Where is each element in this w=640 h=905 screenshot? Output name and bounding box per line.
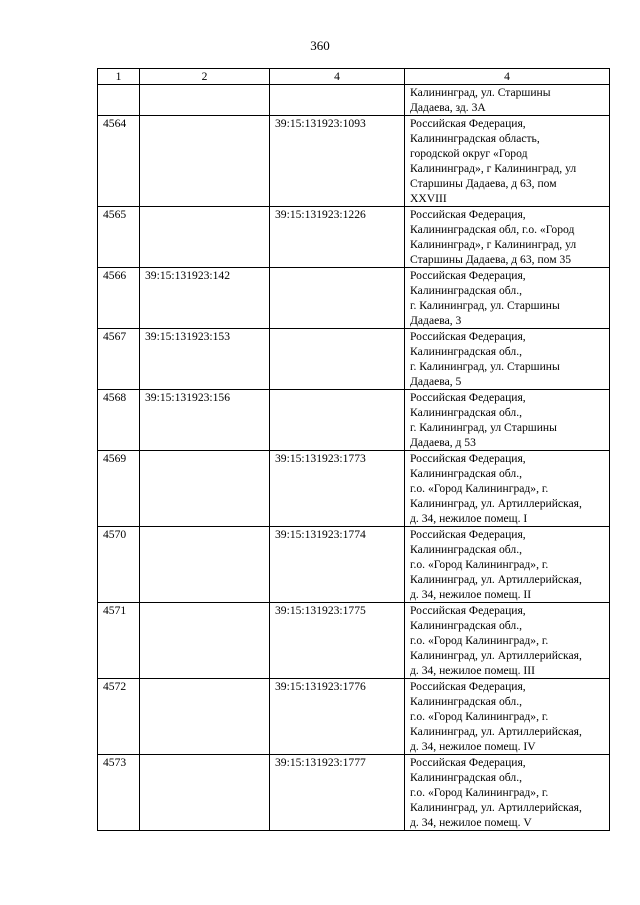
address-cell: Российская Федерация, Калининградская обл., г. Калининград, ул Старшины Дадаева, д 53 [405, 390, 610, 451]
object-number-cell [270, 329, 405, 390]
address-cell: Российская Федерация, Калининградская обл., г. Калининград, ул. Старшины Дадаева, 5 [405, 329, 610, 390]
parcel-number-cell [140, 85, 270, 116]
table-row [98, 268, 610, 329]
object-number-cell: 39:15:131923:1777 [270, 755, 405, 831]
row-number-cell: 4572 [98, 679, 140, 755]
parcel-number-cell [140, 755, 270, 831]
parcel-number-cell [140, 603, 270, 679]
object-number-cell: 39:15:131923:1773 [270, 451, 405, 527]
row-number-cell: 4565 [98, 207, 140, 268]
object-number-cell: 39:15:131923:1093 [270, 116, 405, 207]
parcel-number-cell [140, 679, 270, 755]
address-cell: Российская Федерация, Калининградская область, городской округ «Город Калининград», г Калининград, ул Старшины Дадаева, д 63, пом XXVIII [405, 116, 610, 207]
object-number-cell: 39:15:131923:1776 [270, 679, 405, 755]
row-number-cell: 4564 [98, 116, 140, 207]
object-number-cell [270, 390, 405, 451]
column-header-4: 4 [405, 69, 610, 85]
address-cell: Российская Федерация, Калининградская обл., г.о. «Город Калининград», г. Калининград, ул. Артиллерийская, д. 34, нежилое помещ. V [405, 755, 610, 831]
address-cell: Калининград, ул. Старшины Дадаева, зд. 3А [405, 85, 610, 116]
table-row [98, 755, 610, 831]
row-number-cell: 4567 [98, 329, 140, 390]
table-row [98, 207, 610, 268]
table-row [98, 390, 610, 451]
column-header-2: 2 [140, 69, 270, 85]
table-row [98, 603, 610, 679]
row-number-cell: 4573 [98, 755, 140, 831]
table-row [98, 679, 610, 755]
address-cell: Российская Федерация, Калининградская обл., г.о. «Город Калининград», г. Калининград, ул. Артиллерийская, д. 34, нежилое помещ. II [405, 527, 610, 603]
parcel-number-cell: 39:15:131923:156 [140, 390, 270, 451]
row-number-cell: 4569 [98, 451, 140, 527]
object-number-cell [270, 85, 405, 116]
object-number-cell [270, 268, 405, 329]
object-number-cell: 39:15:131923:1774 [270, 527, 405, 603]
column-header-1: 1 [98, 69, 140, 85]
table-row [98, 451, 610, 527]
address-cell: Российская Федерация, Калининградская обл., г.о. «Город Калининград», г. Калининград, ул. Артиллерийская, д. 34, нежилое помещ. I [405, 451, 610, 527]
address-cell: Российская Федерация, Калининградская обл., г.о. «Город Калининград», г. Калининград, ул. Артиллерийская, д. 34, нежилое помещ. IV [405, 679, 610, 755]
object-number-cell: 39:15:131923:1775 [270, 603, 405, 679]
parcel-number-cell [140, 451, 270, 527]
table-header-row [98, 69, 610, 85]
address-cell: Российская Федерация, Калининградская обл, г.о. «Город Калининград», г Калининград, ул Старшины Дадаева, д 63, пом 35 [405, 207, 610, 268]
address-cell: Российская Федерация, Калининградская обл., г. Калининград, ул. Старшины Дадаева, 3 [405, 268, 610, 329]
registry-table [97, 68, 610, 831]
parcel-number-cell: 39:15:131923:142 [140, 268, 270, 329]
table-row [98, 527, 610, 603]
row-number-cell: 4571 [98, 603, 140, 679]
parcel-number-cell [140, 116, 270, 207]
parcel-number-cell: 39:15:131923:153 [140, 329, 270, 390]
column-header-3: 4 [270, 69, 405, 85]
table-row [98, 85, 610, 116]
row-number-cell [98, 85, 140, 116]
row-number-cell: 4568 [98, 390, 140, 451]
parcel-number-cell [140, 527, 270, 603]
row-number-cell: 4570 [98, 527, 140, 603]
row-number-cell: 4566 [98, 268, 140, 329]
object-number-cell: 39:15:131923:1226 [270, 207, 405, 268]
table-row [98, 116, 610, 207]
parcel-number-cell [140, 207, 270, 268]
page-number: 360 [310, 38, 330, 53]
address-cell: Российская Федерация, Калининградская обл., г.о. «Город Калининград», г. Калининград, ул. Артиллерийская, д. 34, нежилое помещ. III [405, 603, 610, 679]
table-row [98, 329, 610, 390]
